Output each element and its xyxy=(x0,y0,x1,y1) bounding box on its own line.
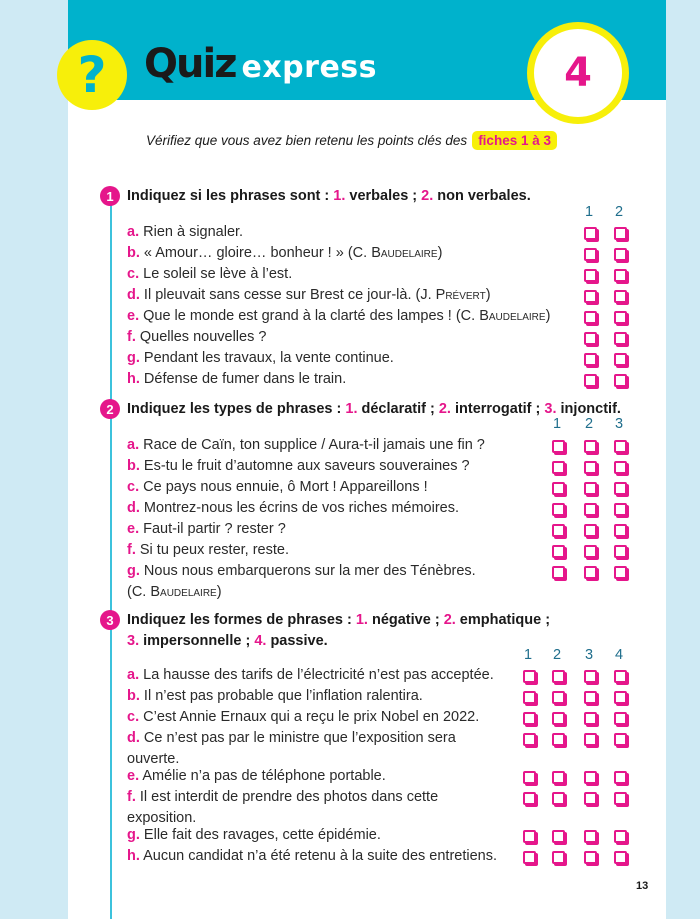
checkbox-d-1[interactable] xyxy=(523,733,536,746)
checkbox-e-3[interactable] xyxy=(584,771,597,784)
checkbox-f-2[interactable] xyxy=(584,545,597,558)
checkbox-h-3[interactable] xyxy=(584,851,597,864)
checkbox-d-3[interactable] xyxy=(584,733,597,746)
quiz-item xyxy=(127,686,423,707)
quiz-item xyxy=(127,665,494,686)
title-text: non verbales. xyxy=(433,188,531,204)
quiz-item xyxy=(127,787,438,829)
checkbox-e-1[interactable] xyxy=(552,524,565,537)
column-header-2: 2 xyxy=(614,204,624,220)
checkbox-a-3[interactable] xyxy=(614,440,627,453)
checkbox-b-3[interactable] xyxy=(614,461,627,474)
item-letter: a. xyxy=(127,224,140,240)
checkbox-f-2[interactable] xyxy=(552,792,565,805)
title-num: 1. xyxy=(333,188,346,204)
item-author: Baudelaire xyxy=(371,245,438,261)
quiz-item xyxy=(127,477,428,498)
checkbox-g-3[interactable] xyxy=(614,566,627,579)
checkbox-a-1[interactable] xyxy=(552,440,565,453)
item-letter: g. xyxy=(127,827,140,843)
checkbox-c-1[interactable] xyxy=(523,712,536,725)
checkbox-e-3[interactable] xyxy=(614,524,627,537)
checkbox-c-2[interactable] xyxy=(584,482,597,495)
item-after: ) xyxy=(437,245,443,261)
checkbox-e-2[interactable] xyxy=(614,311,627,324)
checkbox-a-1[interactable] xyxy=(584,227,597,240)
checkbox-d-2[interactable] xyxy=(614,290,627,303)
item-text: Ce pays nous ennuie, ô Mort ! Appareillons ! xyxy=(143,479,428,495)
item-letter: a. xyxy=(127,667,140,683)
item-text: Es-tu le fruit d’automne aux saveurs souveraines ? xyxy=(143,458,470,474)
checkbox-a-1[interactable] xyxy=(523,670,536,683)
column-header-1: 1 xyxy=(584,204,594,220)
quiz-item xyxy=(127,728,456,770)
item-letter: d. xyxy=(127,500,140,516)
quiz-item xyxy=(127,222,243,243)
checkbox-g-2[interactable] xyxy=(614,353,627,366)
question-mark-icon: ? xyxy=(57,40,127,110)
quiz-item xyxy=(127,456,470,477)
checkbox-e-4[interactable] xyxy=(614,771,627,784)
item-after: ) xyxy=(485,287,491,303)
item-letter: d. xyxy=(127,287,140,303)
checkbox-c-1[interactable] xyxy=(552,482,565,495)
checkbox-a-2[interactable] xyxy=(552,670,565,683)
quiz-item xyxy=(127,327,266,348)
quiz-item xyxy=(127,519,286,540)
title-text: interrogatif ; xyxy=(450,401,545,417)
page-number: 13 xyxy=(636,880,649,892)
column-header-2: 2 xyxy=(584,416,594,432)
title-text: impersonnelle ; xyxy=(139,633,255,649)
title-num: 1. xyxy=(355,612,368,628)
item-letter: h. xyxy=(127,848,140,864)
title-text: verbales ; xyxy=(345,188,422,204)
checkbox-f-2[interactable] xyxy=(614,332,627,345)
title-text: emphatique ; xyxy=(455,612,551,628)
checkbox-e-2[interactable] xyxy=(584,524,597,537)
quiz-item xyxy=(127,435,485,456)
item-letter: g. xyxy=(127,563,140,579)
section-2-badge: 2 xyxy=(100,399,120,419)
item-text: Quelles nouvelles ? xyxy=(139,329,267,345)
item-after: ) xyxy=(216,584,222,600)
quiz-item xyxy=(127,306,550,327)
title-text: déclaratif ; xyxy=(357,401,439,417)
checkbox-b-2[interactable] xyxy=(584,461,597,474)
item-text: Montrez-nous les écrins de vos riches mémoires. xyxy=(143,500,460,516)
checkbox-b-1[interactable] xyxy=(584,248,597,261)
item-letter: e. xyxy=(127,768,140,784)
intro-text xyxy=(146,131,557,150)
item-text: Il n’est pas probable que l’inflation ralentira. xyxy=(143,688,423,704)
section-1-badge: 1 xyxy=(100,186,120,206)
checkbox-e-1[interactable] xyxy=(584,311,597,324)
title-text: Indiquez si les phrases sont : xyxy=(127,188,334,204)
title-num: 1. xyxy=(345,401,358,417)
checkbox-c-1[interactable] xyxy=(584,269,597,282)
item-after: ) xyxy=(545,308,551,324)
item-text: Amélie n’a pas de téléphone portable. xyxy=(142,768,386,784)
checkbox-e-1[interactable] xyxy=(523,771,536,784)
checkbox-d-1[interactable] xyxy=(552,503,565,516)
checkbox-h-2[interactable] xyxy=(614,374,627,387)
checkbox-d-1[interactable] xyxy=(584,290,597,303)
item-text: Elle fait des ravages, cette épidémie. xyxy=(143,827,381,843)
checkbox-h-2[interactable] xyxy=(552,851,565,864)
quiz-item xyxy=(127,285,491,306)
item-text: Race de Caïn, ton supplice / Aura-t-il jamais une fin ? xyxy=(143,437,485,453)
quiz-item xyxy=(127,825,381,846)
checkbox-b-2[interactable] xyxy=(552,691,565,704)
checkbox-f-1[interactable] xyxy=(523,792,536,805)
item-letter: e. xyxy=(127,308,140,324)
title-text: passive. xyxy=(266,633,328,649)
column-header-1: 1 xyxy=(552,416,562,432)
checkbox-a-2[interactable] xyxy=(584,440,597,453)
item-letter: f. xyxy=(127,542,136,558)
section-3-title xyxy=(127,610,550,652)
item-letter: e. xyxy=(127,521,140,537)
checkbox-g-1[interactable] xyxy=(523,830,536,843)
checkbox-a-4[interactable] xyxy=(614,670,627,683)
checkbox-g-1[interactable] xyxy=(552,566,565,579)
title-quiz: Quiz xyxy=(144,41,236,87)
quiz-item xyxy=(127,561,476,603)
quiz-item xyxy=(127,264,292,285)
quiz-item xyxy=(127,369,346,390)
checkbox-a-2[interactable] xyxy=(614,227,627,240)
checkbox-c-3[interactable] xyxy=(584,712,597,725)
checkbox-d-2[interactable] xyxy=(584,503,597,516)
item-letter: f. xyxy=(127,329,136,345)
item-text: La hausse des tarifs de l’électricité n’est pas acceptée. xyxy=(143,667,494,683)
checkbox-a-3[interactable] xyxy=(584,670,597,683)
item-letter: b. xyxy=(127,688,140,704)
title-num: 2. xyxy=(443,612,456,628)
checkbox-d-4[interactable] xyxy=(614,733,627,746)
quiz-item xyxy=(127,766,386,787)
title-text: Indiquez les types de phrases : xyxy=(127,401,346,417)
checkbox-h-4[interactable] xyxy=(614,851,627,864)
item-letter: c. xyxy=(127,266,140,282)
checkbox-c-3[interactable] xyxy=(614,482,627,495)
column-header-2: 2 xyxy=(552,647,562,663)
item-text: Si tu peux rester, reste. xyxy=(139,542,289,558)
item-text-line2: ouverte. xyxy=(127,751,180,767)
title-num: 3. xyxy=(544,401,557,417)
item-text-line2: exposition. xyxy=(127,810,197,826)
item-text: Nous nous embarquerons sur la mer des Ténèbres. xyxy=(143,563,476,579)
checkbox-d-2[interactable] xyxy=(552,733,565,746)
item-letter: b. xyxy=(127,245,140,261)
title-num: 4. xyxy=(254,633,267,649)
title-num: 3. xyxy=(127,633,140,649)
checkbox-g-1[interactable] xyxy=(584,353,597,366)
checkbox-h-1[interactable] xyxy=(584,374,597,387)
column-header-3: 3 xyxy=(614,416,624,432)
title-num: 2. xyxy=(438,401,451,417)
item-letter: g. xyxy=(127,350,140,366)
item-text-line2: (C. xyxy=(127,584,151,600)
title-express: express xyxy=(241,50,378,85)
item-text: Il pleuvait sans cesse sur Brest ce jour-là. (J. xyxy=(143,287,436,303)
item-letter: d. xyxy=(127,730,140,746)
checkbox-f-3[interactable] xyxy=(614,545,627,558)
item-author: Prévert xyxy=(435,287,486,303)
quiz-number: 4 xyxy=(564,50,592,96)
item-text: Ce n’est pas par le ministre que l’exposition sera xyxy=(143,730,456,746)
page-title xyxy=(144,41,378,87)
item-text: Faut-il partir ? rester ? xyxy=(143,521,286,537)
checkbox-b-2[interactable] xyxy=(614,248,627,261)
section-3-badge: 3 xyxy=(100,610,120,630)
item-text: Aucun candidat n’a été retenu à la suite des entretiens. xyxy=(143,848,498,864)
checkbox-g-3[interactable] xyxy=(584,830,597,843)
checkbox-g-4[interactable] xyxy=(614,830,627,843)
quiz-item xyxy=(127,348,394,369)
item-letter: a. xyxy=(127,437,140,453)
item-text: Que le monde est grand à la clarté des lampes ! (C. xyxy=(143,308,480,324)
title-text: injonctif. xyxy=(556,401,621,417)
item-author: Baudelaire xyxy=(479,308,546,324)
checkbox-b-3[interactable] xyxy=(584,691,597,704)
column-header-4: 4 xyxy=(614,647,624,663)
item-text: Défense de fumer dans le train. xyxy=(143,371,347,387)
section-2-title xyxy=(127,399,621,420)
fiches-tag: fiches 1 à 3 xyxy=(472,131,557,150)
checkbox-f-3[interactable] xyxy=(584,792,597,805)
item-text: C’est Annie Ernaux qui a reçu le prix Nobel en 2022. xyxy=(143,709,480,725)
checkbox-f-1[interactable] xyxy=(584,332,597,345)
checkbox-h-1[interactable] xyxy=(523,851,536,864)
vertical-rule xyxy=(110,198,112,919)
item-text: Le soleil se lève à l’est. xyxy=(143,266,293,282)
item-letter: h. xyxy=(127,371,140,387)
quiz-number-badge xyxy=(527,22,629,124)
item-letter: c. xyxy=(127,709,140,725)
column-header-1: 1 xyxy=(523,647,533,663)
checkbox-c-2[interactable] xyxy=(614,269,627,282)
quiz-item xyxy=(127,846,497,867)
checkbox-b-1[interactable] xyxy=(552,461,565,474)
checkbox-c-4[interactable] xyxy=(614,712,627,725)
checkbox-b-4[interactable] xyxy=(614,691,627,704)
title-text: négative ; xyxy=(367,612,444,628)
checkbox-f-4[interactable] xyxy=(614,792,627,805)
item-letter: f. xyxy=(127,789,136,805)
intro-sentence: Vérifiez que vous avez bien retenu les points clés des xyxy=(146,133,468,148)
quiz-item xyxy=(127,243,442,264)
item-text: « Amour… gloire… bonheur ! » (C. xyxy=(143,245,372,261)
title-num: 2. xyxy=(421,188,434,204)
quiz-item xyxy=(127,498,459,519)
title-text: Indiquez les formes de phrases : xyxy=(127,612,356,628)
item-letter: c. xyxy=(127,479,140,495)
item-text: Il est interdit de prendre des photos dans cette xyxy=(139,789,439,805)
section-1-title xyxy=(127,186,531,207)
item-letter: b. xyxy=(127,458,140,474)
quiz-item xyxy=(127,540,289,561)
checkbox-g-2[interactable] xyxy=(552,830,565,843)
item-text: Pendant les travaux, la vente continue. xyxy=(143,350,394,366)
checkbox-b-1[interactable] xyxy=(523,691,536,704)
checkbox-e-2[interactable] xyxy=(552,771,565,784)
item-author: Baudelaire xyxy=(150,584,217,600)
checkbox-f-1[interactable] xyxy=(552,545,565,558)
checkbox-d-3[interactable] xyxy=(614,503,627,516)
item-text: Rien à signaler. xyxy=(143,224,244,240)
quiz-item xyxy=(127,707,479,728)
checkbox-c-2[interactable] xyxy=(552,712,565,725)
checkbox-g-2[interactable] xyxy=(584,566,597,579)
column-header-3: 3 xyxy=(584,647,594,663)
